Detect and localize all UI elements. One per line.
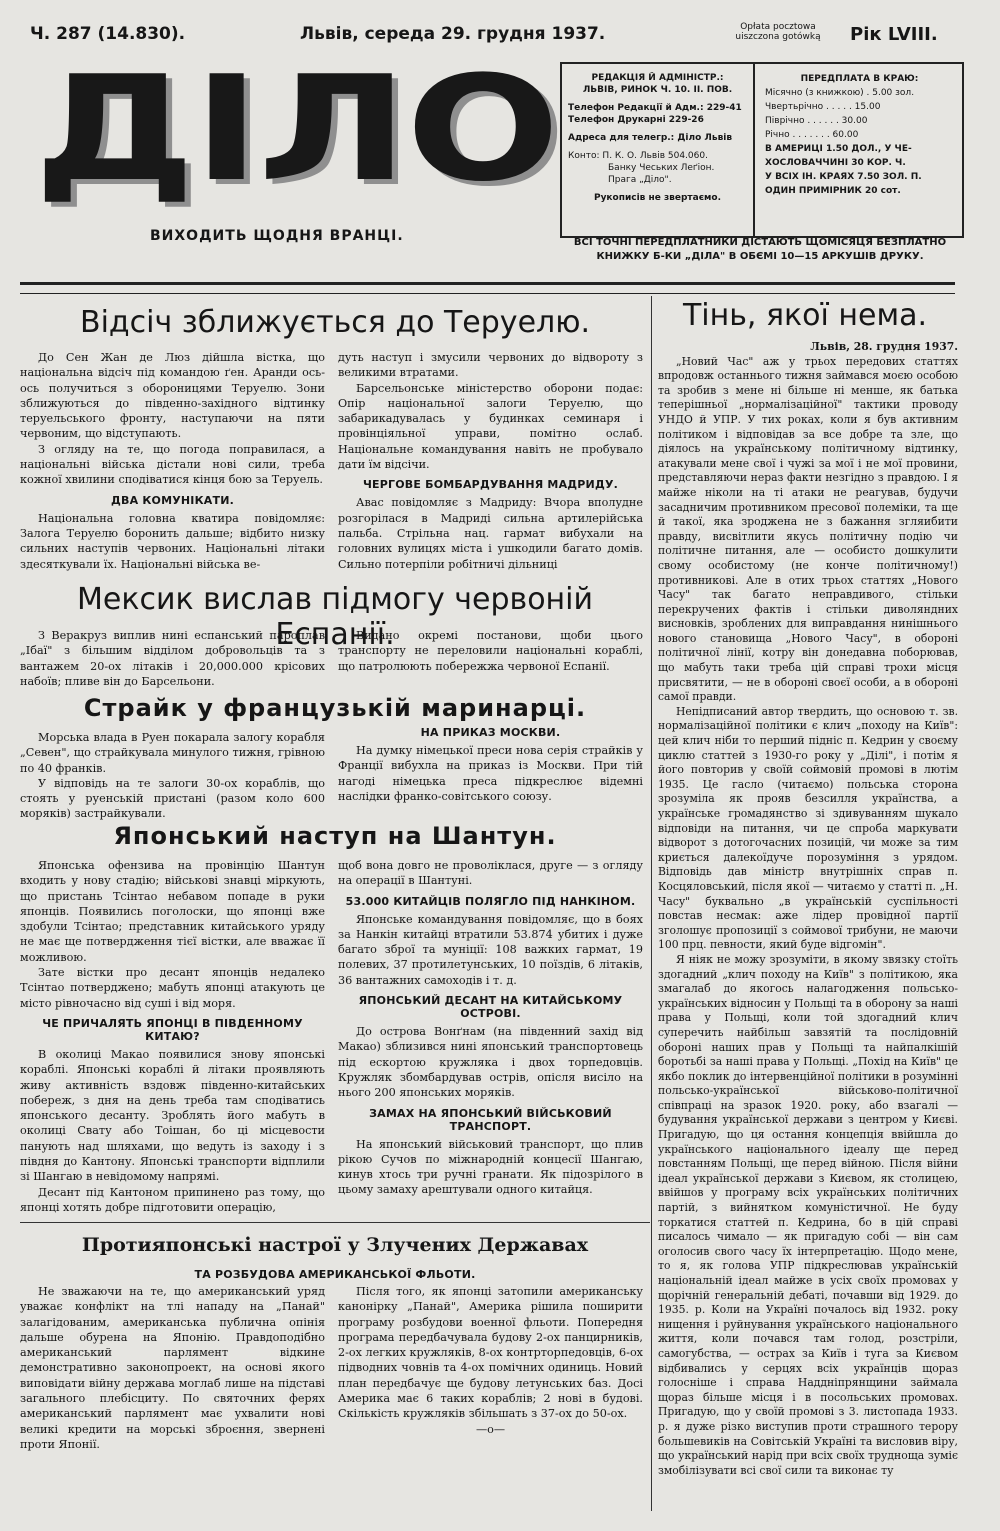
editorial-line: Телефон Редакції й Адм.: 229-41 (568, 103, 742, 113)
article-paragraph: В околиці Макао появилися знову японські кораблі. Японські кораблі й літаки проявляють живу активність вздовж південно-китайських побереж, з дня на день треба там сподіватись японського десанту. Зроблять його мабуть в околиці Свату або Тоішан, бо ці місцевости панують над шляхами, що ведуть із заходу і з півдня до Кантону. Японські транспорти відплили зі Шангаю в невідомому напрямі. (20, 1047, 325, 1184)
year-number: Рік LVIII. (850, 24, 938, 45)
usa-left-column (20, 1284, 325, 1452)
editorial-line: Рукописів не звертаємо. (593, 193, 722, 203)
subscription-line: Чвертьрічно . . . . . 15.00 (765, 102, 881, 112)
postage-note: Opłata pocztowa uiszczona gotówką (735, 22, 821, 42)
subscription-line: У ВСІХ ІН. КРАЯХ 7.50 ЗОЛ. П. (765, 172, 922, 182)
article-paragraph: Десант під Кантоном припинено раз тому, що японці хотять добре підготовити операцію, (20, 1185, 325, 1214)
strike-left-column (20, 730, 325, 822)
teruel-right-column (338, 350, 643, 572)
article-paragraph: Видано окремі постанови, щоби цього транспорту не переловили національні кораблі, що патролюють побережжа червоної Еспанії. (338, 629, 643, 673)
article-paragraph: У відповідь на те залоги 30-ох кораблів, що стоять у руенській пристані (разом коло 600 моряків) застрайкували. (20, 776, 325, 821)
editorial-box (562, 64, 755, 236)
usa-right-column (338, 1284, 643, 1437)
section-rule (20, 1222, 650, 1223)
headline-strike: Страйк у французькій маринарці. (83, 694, 587, 722)
article-paragraph: щоб вона довго не проволіклася, друге — з огляду на операції в Шантуні. (338, 859, 643, 888)
subscription-line: ОДИН ПРИМІРНИК 20 сот. (765, 186, 901, 196)
article-paragraph: Японська офензива на провінцію Шантун входить у нову стадію; військові знавці міркують, що пристань Тсінтао небавом попаде в руки японців. Появились поголоски, що японці вже здобули Тсінтао; представник китайського уряду не має ще потвердження тієї вістки, але вважає її можливою. (20, 859, 325, 964)
subheading: ДВА КОМУНІКАТИ. (111, 493, 234, 507)
article-paragraph: Барсельонське міністерство оборони подає: Опір національної залоги Теруелю, що забарикадувалась у будинках семинаря і провінціяльної управи, помітно ослаб. Національне командування навіть не пробувало дати їм відсічи. (338, 381, 643, 472)
subheading: ЧЕ ПРИЧАЛЯТЬ ЯПОНЦІ В ПІВДЕННОМУ КИТАЮ? (42, 1016, 303, 1043)
editorial-line: Телефон Друкарні 229-26 (568, 115, 704, 125)
editorial-line: ЛЬВІВ, РИНОК Ч. 10. II. ПОВ. (582, 85, 733, 95)
editorial-line: Конто: П. К. О. Львів 504.060. (568, 151, 708, 161)
subheading: ЯПОНСЬКИЙ ДЕСАНТ НА КИТАЙСЬКОМУ ОСТРОВІ. (358, 994, 623, 1021)
subscription-line: ПЕРЕДПЛАТА В КРАЮ: (800, 74, 919, 84)
article-paragraph: Морська влада в Руен покарала залогу корабля „Севен", що страйкувала минулого тижня, грiвною по 40 франків. (20, 731, 325, 775)
article-paragraph: Не зважаючи на те, що американський уряд уважає конфлікт на тлі нападу на „Панай" залагідованим, американська публична опінія дальше обурена на Японію. Правдоподібно американський парлямент відкине демонстративно законопроект, на основі якого виповідати війну держава моглаб лише на підставі загального плебісциту. По святочних ферях американський парлямент має ухвалити нові великі кредити на морські зброєння, звернені проти Японії. (20, 1285, 325, 1451)
subheading: ЧЕРГОВЕ БОМБАРДУВАННЯ МАДРИДУ. (362, 478, 619, 492)
article-paragraph: На думку німецької преси нова серія страйків у Франції вибухла на приказ із Москви. При тій нагоді німецька преса підкреслює відемні наслідки франко-совітського союзу. (338, 744, 643, 803)
subscription-line: Піврічно . . . . . . 30.00 (765, 116, 868, 126)
article-paragraph: З огляду на те, що погода поправилася, а національні війська дістали нові сили, треба кожної хвилини сподіватися кінця бою за Теруель. (20, 442, 325, 487)
issue-number: Ч. 287 (14.830). (30, 24, 186, 44)
usa-subheadline: ТА РОЗБУДОВА АМЕРИКАНСЬКОЇ ФЛЬОТИ. (194, 1268, 476, 1281)
headline-mexico: Мексик вислав підмогу червоній Еспанії. (77, 582, 593, 652)
editorial-line: Банку Чеських Леґіон. (608, 163, 715, 173)
article-paragraph: Непідписаний автор твердить, що основою т. зв. нормалізаційної політики є клич „походу на Київ": цей клич ніби то перший підніс п. Кедрин у своєму циклю статтей з 1930-го року у „Ділі", і потім я його повторив у своїй соймовій промові в лютім 1935. Це гасло (читаємо) польська сторона зрозуміла як прояв безсилля українства, а українське громадянство зі здивуванням шукало відповіди на питання, чи це спроба маркувати відворот з дотогочасних позицій, чи може за тим криється далекоїдуче порозуміння з урядом. Відповідь дав міністр внутрішніх справ п. Косцяловський, після якої — читаємо у статті п. „Н. Часу" буквально „в українській суспільності повстав несмак: аже лідер провідної партії зголошує пропозиції з соймової трибуни, не маючи 100 прц. певности, який буде відгомін". (658, 704, 958, 952)
article-paragraph: До острова Вонґнам (на південний захід від Макао) зблизився нині японський транспортовець під ескортою кружляка і двох торпедовців. Кружляк збомбардував острів, опісля висіло на нього 200 японських моряків. (338, 1025, 643, 1100)
mexico-right-column (338, 628, 643, 674)
editorial-line: РЕДАКЦІЯ Й АДМІНІСТР.: (591, 73, 724, 83)
article-end-mark: —о— (475, 1422, 506, 1436)
subheading: ЗАМАХ НА ЯПОНСЬКИЙ ВІЙСЬКОВИЙ ТРАНСПОРТ. (369, 1106, 612, 1133)
masthead-logo (22, 45, 562, 215)
dateline: Львів, 28. грудня 1937. (810, 340, 958, 353)
article-paragraph: Національна головна кватира повідомляє: Залога Теруелю боронить дальше; відбито низку сильних наступів червоних. Національні літаки здесяткували їх. Національні війська ве- (20, 511, 325, 571)
editorial-line: Прага „Діло". (608, 175, 672, 185)
shantung-left-column (20, 858, 325, 1215)
subheading: НА ПРИКАЗ МОСКВИ. (420, 726, 561, 739)
subscription-line: В АМЕРИЦІ 1.50 ДОЛ., У ЧЕ- (765, 144, 912, 154)
headline-usa: Протияпонські настрої у Злучених Державах (81, 1234, 589, 1256)
shantung-right-column (338, 858, 643, 1198)
article-paragraph: Я ніяк не можу зрозуміти, в якому звязку стоїть здогадний „клич походу на Київ" з політикою, яка змагалаб до якогось налагодження польсько-українських відносин у Польщі та в оборону за наші права у Польщі, коли той здогадний клич суперечить найбільш завзятій та послідовній обороні наших прав у Польщі та найпалкішій боротьбі за наші права у Польщі. „Похід на Київ" це якбо поклик до інтервенційної політики в розумінні польсько-української військово-політичної співпраці на зразок 1920. року, або взагалі — будування української держави з центром у Києві. Пригадую, що ця остання концепція ввійшла до українського національного ідеалу ще перед повстанням Польщі, ще перед війною. Після війни ідеал української держави з Києвом, як столицею, ввійшов у програму всіх українських політичних партій, з вийнятком комуністичної. Не буду торкатися статтей п. Кедрина, бо в цій справі писалось чимало — як пригадую собі — він сам оголосив свого часу їх інтерпретацію. Щодо мене, то я, як голова УПР підкреслював українській національній ідеал майже в усіх своїх промовах у щорічній генеральній дебаті, почавши від 1929. до 1935. р. Коли на Україні почалось від 1932. року нищення і руйнування українського національного життя, коли почався там голод, розстріли, самогубства, — острах за Київ і туга за Києвом відбивались у серцях всіх українців щораз голосніше і справа Наддніпрянщини займала щораз більше місця і в посольських промовах. Пригадую, що у своїй промові з 3. листопада 1933. р. я дуже різко виступив проти страшного терору большевиків на Совітській Україні та висловив віру, що український нарід при всіх своїх трудноща зуміє змобілізувати всі свої сили та виконає ту (658, 952, 958, 1477)
subscription-box (757, 64, 962, 236)
subscriber-notice: ВСІ ТОЧНІ ПЕРЕДПЛАТНИКИ ДІСТАЮТЬ ЩОМІСЯЦЯ БЕЗПЛАТНО КНИЖКУ Б-КИ „ДІЛА" В ОБЄМІ 10—15 АРКУШІВ ДРУКУ. (573, 237, 947, 262)
article-paragraph: До Сен Жан де Люз дійшла вістка, що національна відсіч під командою ґен. Аранди ось-ось получиться з обороницями Теруелю. Зони зближуються до південно-західного відтинку теруельського фронту, наступаючи на пяти червоним, що відступають. (20, 351, 325, 441)
article-paragraph: „Новий Час" аж у трьох передових статтях впродовж останнього тижня займався моєю особою та зробив з мене ні більше ні менше, як батька теперішньої „нормалізаційної" тактики проводу УНДО й УПР. У тих роках, коли я був активним політиком і відповідав за все добре та зле, що діялось на українському політичному відтинку, атакували мене свої і чужі за мої і не мої провини, представляючи нераз факти незгідно з правдою. І я майже ніколи на ті атаки не реагував, будучи засадничим противником пресової полеміки, та ще й такої, яка зроджена не з бажання згляибити правду, висвітлити якусь політичну подію чи політичне питання, але — особисто дошкулити свому особистому (не конче політичному!) противникові. Але в отих трьох статтях „Нового Часу" так багато неправдивого, стільки перекручених фактів і стільки диволяндних висновків, зроблених для виправдання нинішнього нового становища „Нового Часу", в обороні політичної лінії, котру він донедавна поборював, що мабуть таки треба цій справі трохи місця присвятити, — не в обороні своєї особи, а в обороні самої правди. (658, 354, 958, 704)
headline-shadow: Тінь, якої нема. (682, 298, 928, 333)
teruel-left-column (20, 350, 325, 572)
column-divider (651, 296, 652, 1511)
editorial-line: Адреса для телегр.: Діло Львів (568, 133, 733, 143)
info-boxes (560, 62, 964, 238)
subscription-line: ХОСЛОВАЧЧИНІ 30 КОР. Ч. (765, 158, 906, 168)
subscription-line: Місячно (з книжкою) . 5.00 зол. (765, 88, 915, 98)
city-date: Львів, середа 29. грудня 1937. (300, 24, 606, 44)
article-paragraph: З Веракруз виплив нині еспанський пароплав „Ібаї" з більшим відділом добровольців та з вантажем 20-ох літаків і 20,000.000 кріcових набоїв; пливе він до Барсельони. (20, 629, 325, 688)
subscription-line: Річно . . . . . . . 60.00 (765, 130, 859, 140)
newspaper-title: ДІЛО (34, 45, 558, 214)
headline-shantung: Японський наступ на Шантун. (113, 822, 557, 850)
masthead-rule (20, 282, 955, 294)
article-paragraph: Після того, як японці затопили американську канонірку „Панай", Америка рішила поширити програму розбудови военної фльоти. Попередня програма передбачувала будову 2-ох панцирників, 2-ох легких кружляків, 8-ох контрторпедовців, 6-ох підводних човнів та 4-ох помічних одиниць. Новий план передбачує ще будову летунських баз. Досі Америка має 6 таких кораблів; 2 нові в будові. Скількість кружляків збільшать з 37-ох до 50-ох. (338, 1285, 643, 1421)
article-paragraph: Японське командування повідомляє, що в боях за Нанкін китайці втратили 53.874 убитих і дуже багато зброї та муніції: 108 важких гармат, 19 полевих, 37 протилетунських, 10 поїздів, 6 літаків, 36 вантажних самоходів і т. д. (338, 912, 643, 987)
article-paragraph: Зате вістки про десант японців недалеко Тсінтао потверджено; мабуть японці атакують це місто рівночасно від суші і від моря. (20, 966, 325, 1010)
article-paragraph: дуть наступ і змусили червоних до відвороту з великими втратами. (338, 351, 643, 380)
strike-right-column (338, 726, 643, 804)
article-paragraph: На японський військовий транспорт, що плив рікою Сучов по міжнародній концесії Шангаю, кинув хтось три ручні гранати. Як підозрілого в цьому замаху арештували одного китайця. (338, 1137, 643, 1197)
mexico-left-column (20, 628, 325, 689)
headline-teruel: Відсіч зближується до Теруелю. (80, 305, 590, 340)
masthead-subtitle: ВИХОДИТЬ ЩОДНЯ ВРАНЦІ. (150, 228, 404, 244)
shadow-column (658, 340, 958, 1478)
article-paragraph: Авас повідомляє з Мадриду: Вчора вполудне розгорілася в Мадриді сильна артилерійська пальба. Стрільна нац. гармат вибухали на головних вулицях міста і ушкодили багато домів. Сильно потерпіли робітничі дільниці (338, 496, 643, 571)
subheading: 53.000 КИТАЙЦІВ ПОЛЯГЛО ПІД НАНКІНОМ. (345, 894, 636, 908)
